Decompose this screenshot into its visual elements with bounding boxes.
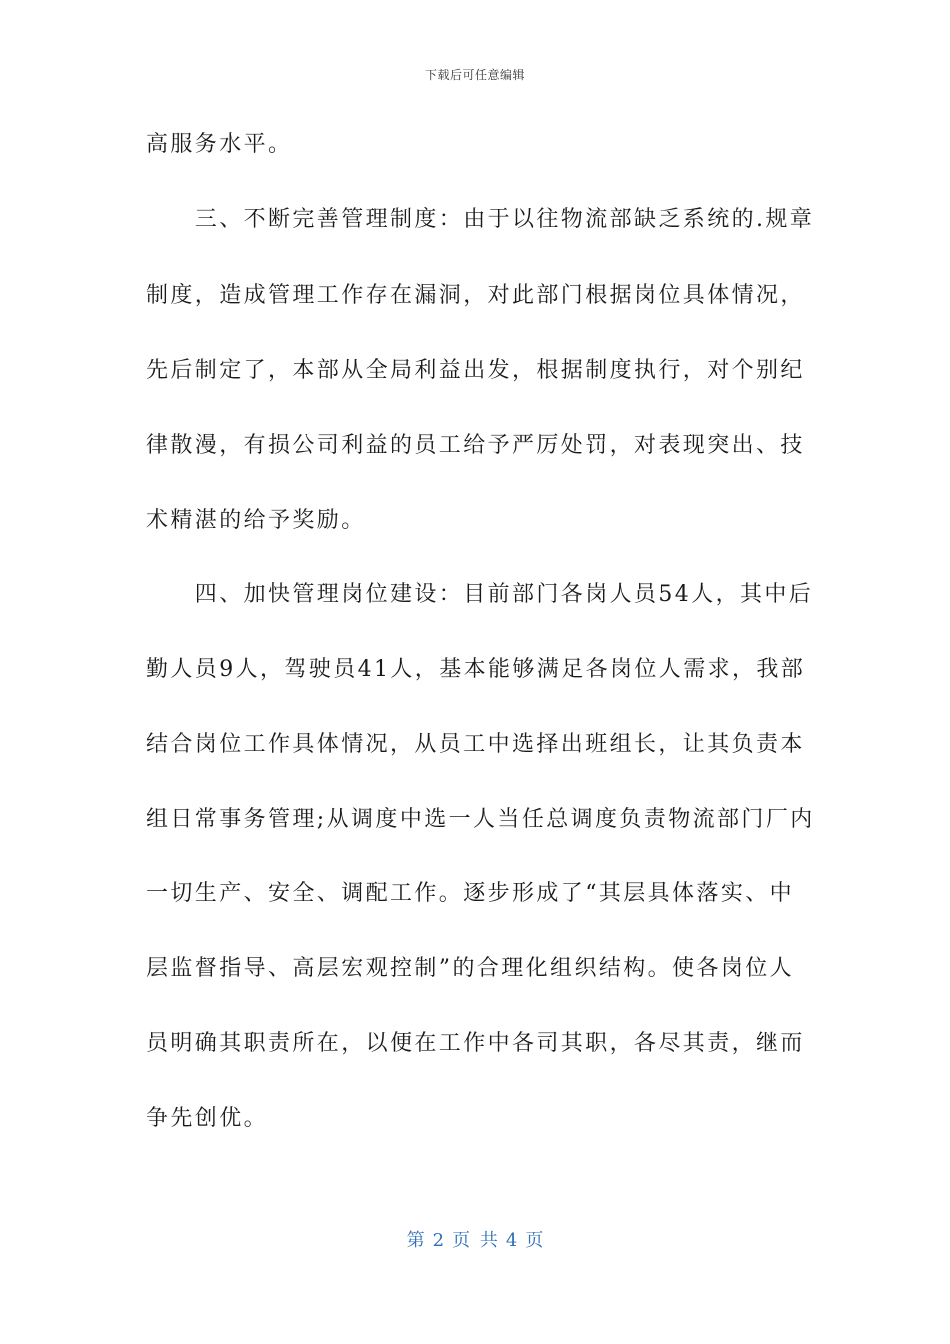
footer-page-number: 2 (432, 1230, 445, 1251)
body-line: 层监督指导、高层宏观控制”的合理化组织结构。使各岗位人 (146, 956, 795, 981)
page-header: 下载后可任意编辑 (424, 68, 525, 82)
body-line: 一切生产、安全、调配工作。逐步形成了“其层具体落实、中 (146, 881, 795, 906)
footer-prefix: 第 (406, 1230, 425, 1251)
body-line: 律散漫，有损公司利益的员工给予严厉处罚，对表现突出、技 (146, 433, 805, 458)
body-line: 三、不断完善管理制度：由于以往物流部缺乏系统的.规章 (146, 207, 815, 232)
body-line: 四、加快管理岗位建设：目前部门各岗人员54人，其中后 (146, 582, 814, 607)
body-line: 争先创优。 (146, 1106, 269, 1131)
body-line: 高服务水平。 (146, 132, 293, 157)
page-footer (0, 1226, 950, 1252)
footer-total-pages: 4 (505, 1230, 518, 1251)
body-line: 结合岗位工作具体情况，从员工中选择出班组长，让其负责本 (146, 732, 805, 757)
body-line: 组日常事务管理;从调度中选一人当任总调度负责物流部门厂内 (146, 807, 815, 832)
body-line: 勤人员9人，驾驶员41人，基本能够满足各岗位人需求，我部 (146, 657, 806, 682)
body-line: 员明确其职责所在，以便在工作中各司其职，各尽其责，继而 (146, 1031, 805, 1056)
body-line: 制度，造成管理工作存在漏洞，对此部门根据岗位具体情况， (146, 283, 805, 308)
body-line: 术精湛的给予奖励。 (146, 508, 366, 533)
body-line: 先后制定了，本部从全局利益出发，根据制度执行，对个别纪 (146, 358, 805, 383)
footer-middle: 页 共 (452, 1230, 498, 1251)
footer-suffix: 页 (525, 1230, 544, 1251)
